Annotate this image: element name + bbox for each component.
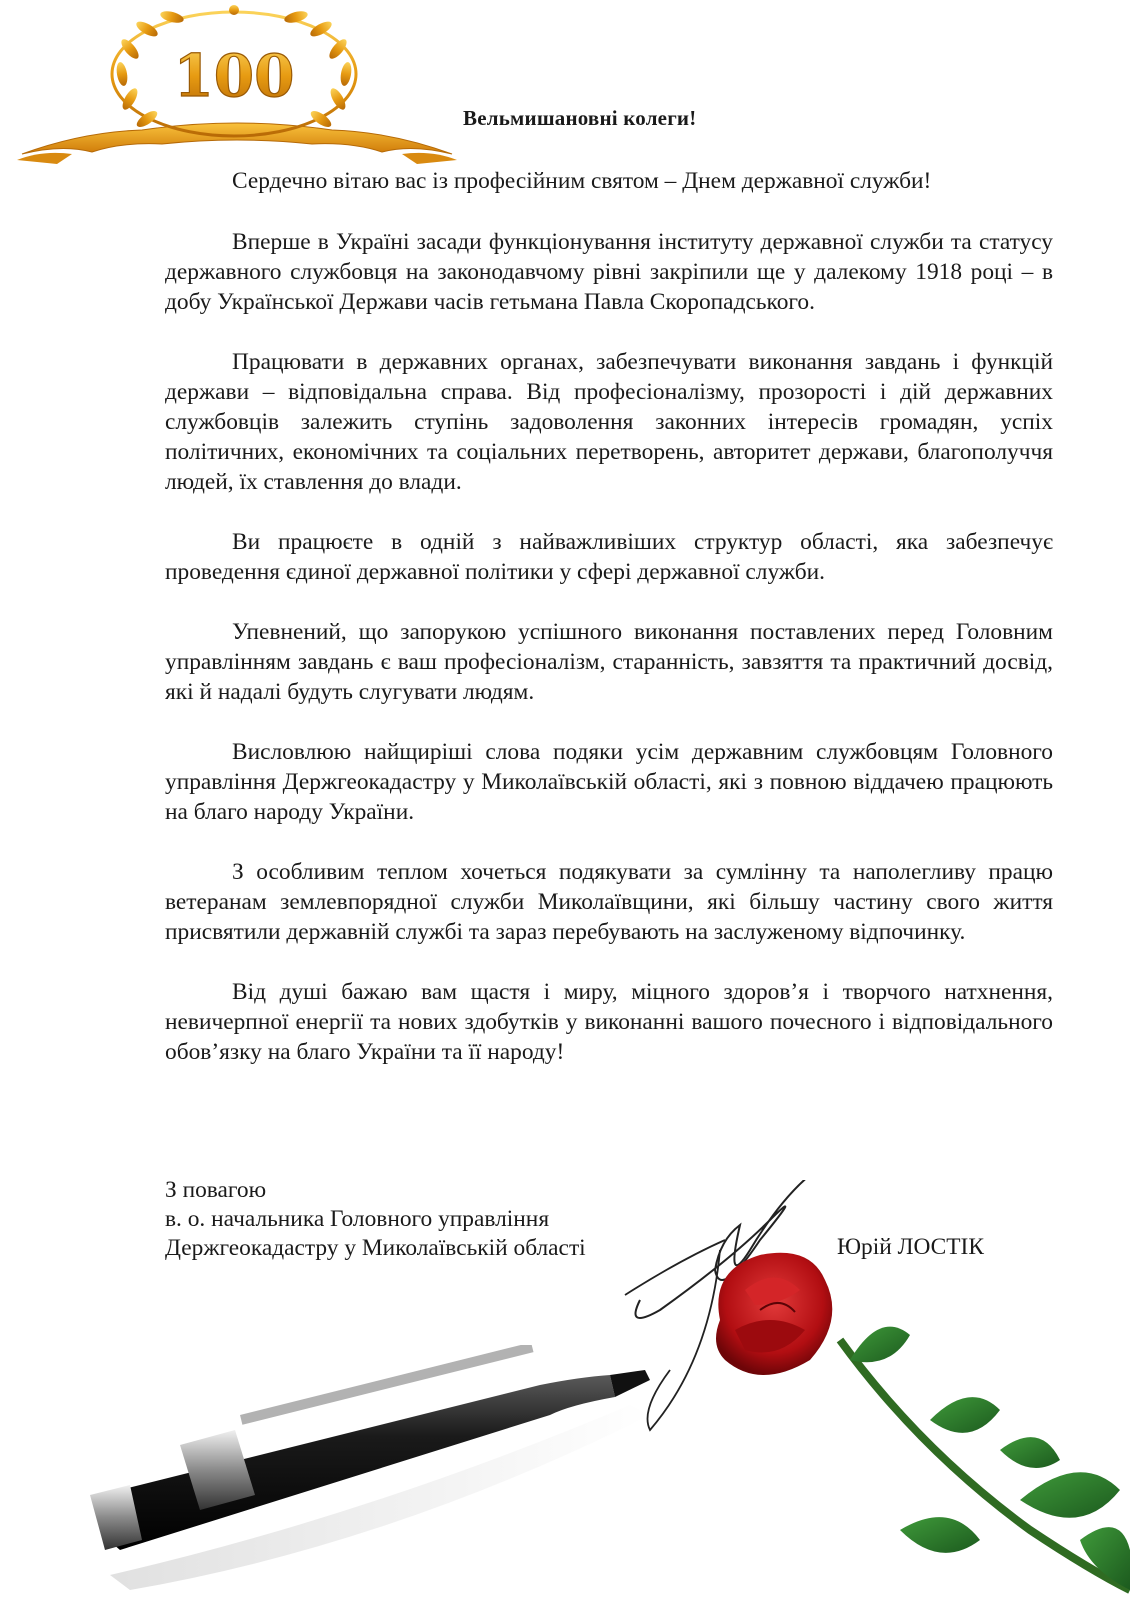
position-line: Держгеокадастру у Миколаївській області [165, 1235, 586, 1261]
greeting-heading: Вельмишановні колеги! [463, 106, 697, 130]
letter-body [165, 166, 1053, 1097]
signature-block [165, 1176, 586, 1263]
centenary-emblem [12, 4, 462, 174]
paragraph: Працювати в державних органах, забезпечувати виконання завдань і функцій держави – відповідальна справа. Від професіоналізму, прозорості і дій державних службовців залежить ступінь задоволення законних інтересів громадян, успіх політичних, економічних та соціальних перетворень, авторитет держави, благополуччя людей, їх ставлення до влади. [165, 349, 1053, 495]
signer-name: Юрій ЛОСТІК [837, 1234, 984, 1260]
paragraph: Від душі бажаю вам щастя і миру, міцного здоров’я і творчого натхнення, невичерпної енергії та нових здобутків у виконанні вашого почесного і відповідального обов’язку на благо України та її народу! [165, 979, 1053, 1065]
paragraph: Упевнений, що запорукою успішного виконання поставлених перед Головним управлінням завдань є ваш професіоналізм, старанність, завзяття та практичний досвід, які й надалі будуть слугувати людям. [165, 619, 1053, 705]
paragraph: Вперше в Україні засади функціонування інституту державної служби та статусу державного службовця на законодавчому рівні закріпили ще у далекому 1918 році – в добу Української Держави часів гетьмана Павла Скоропадського. [165, 229, 1053, 315]
rose-illustration [700, 1250, 1130, 1600]
paragraph: З особливим теплом хочеться подякувати за сумлінну та наполегливу працю ветеранам землевпорядної служби Миколаївщини, які більшу частину свого життя присвятили державній службі та зараз перебувають на заслуженому відпочинку. [165, 859, 1053, 945]
position-line: в. о. начальника Головного управління [165, 1206, 550, 1232]
emblem-number: 100 [173, 42, 295, 110]
paragraph: Ви працюєте в одній з найважливіших структур області, яка забезпечує проведення єдиної державної політики у сфері державної служби. [165, 529, 1053, 585]
pen-illustration [70, 1345, 680, 1595]
closing: З повагою [165, 1177, 267, 1203]
paragraph: Висловлюю найщиріші слова подяки усім державним службовцям Головного управління Держгеокадастру у Миколаївській області, які з повною віддачею працюють на благо народу України. [165, 739, 1053, 825]
paragraph: Сердечно вітаю вас із професійним святом – Днем державної служби! [232, 168, 932, 194]
